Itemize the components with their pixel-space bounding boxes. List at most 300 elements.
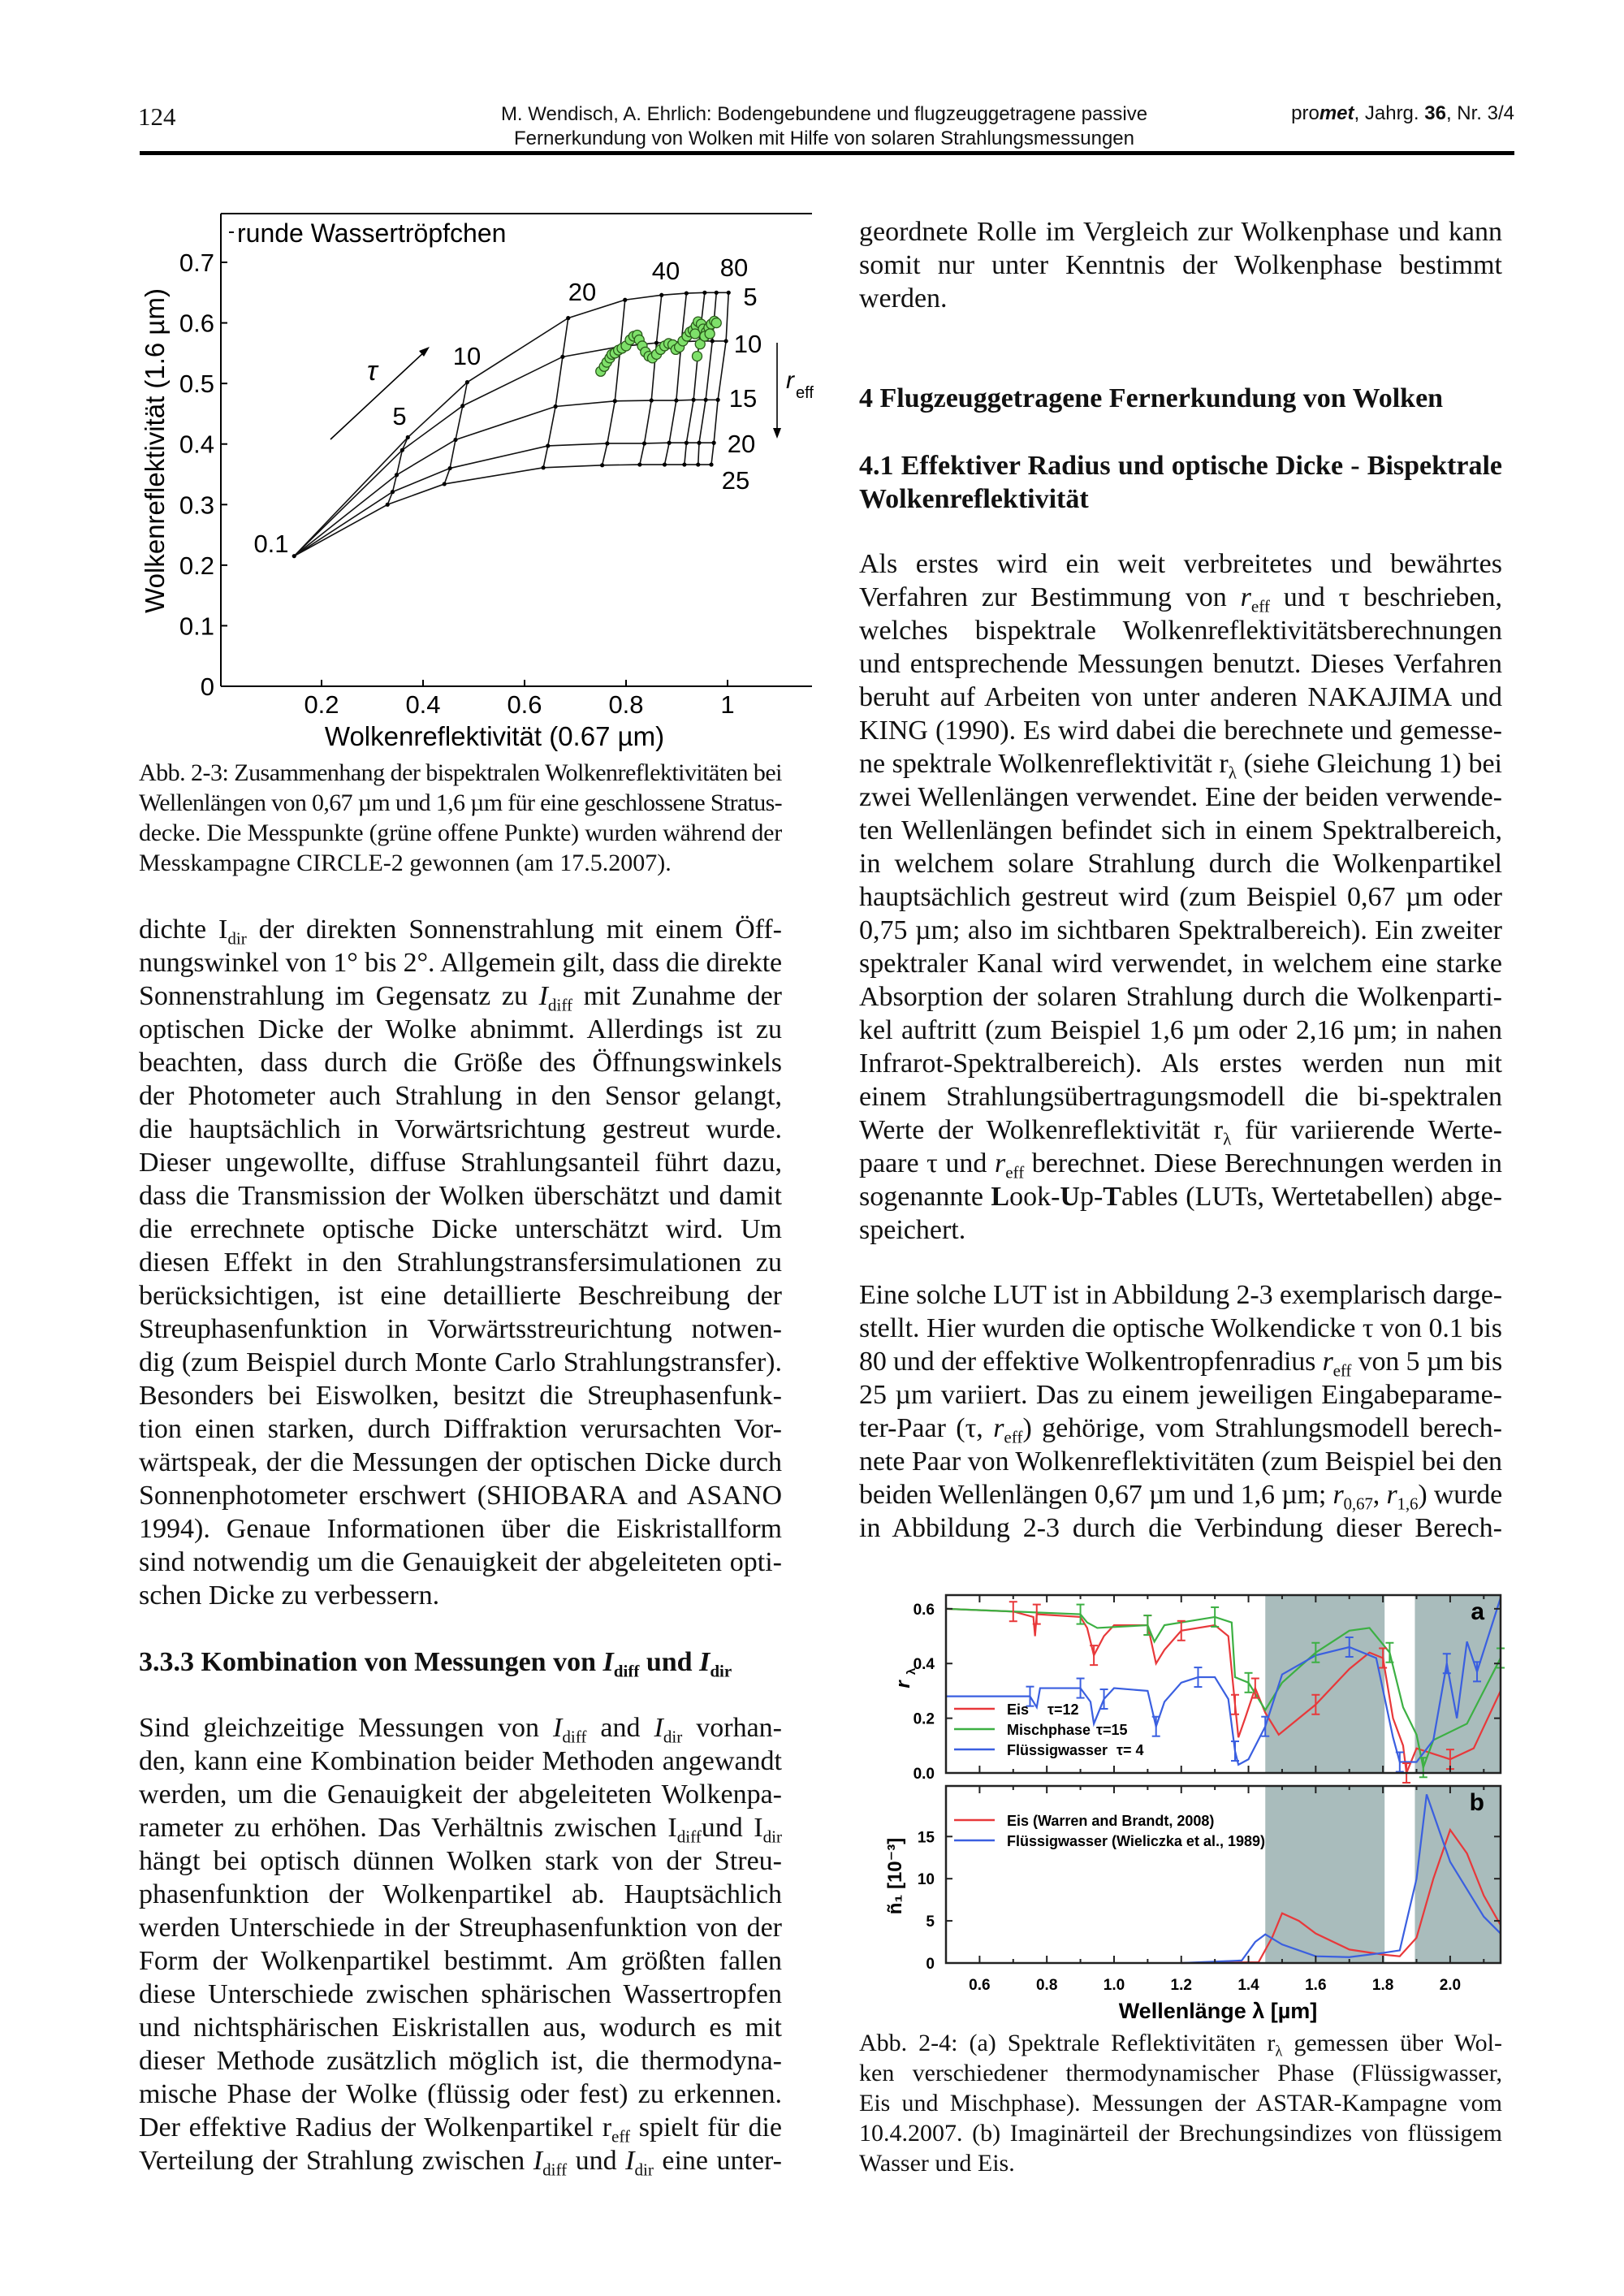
lut-node xyxy=(674,398,678,402)
text-run: ) wurde xyxy=(1418,1480,1503,1510)
text-run: Besonders bei Eiswolken, besitzt die Streuphasenfunk- xyxy=(139,1381,782,1411)
y-axis-label-b: ñ₁ [10⁻³] xyxy=(884,1837,906,1915)
text-line-content xyxy=(139,1148,782,1178)
lut-node xyxy=(465,380,469,384)
text-line xyxy=(859,647,1502,681)
subscript: eff xyxy=(611,2126,631,2147)
lut-node xyxy=(605,441,609,445)
text-run: für variierende Werte- xyxy=(1231,1115,1502,1145)
text-line xyxy=(139,1146,782,1179)
text-line xyxy=(139,1446,782,1479)
text-line xyxy=(139,2044,782,2078)
tau-symbol: τ xyxy=(367,356,378,387)
lut-node xyxy=(692,398,696,402)
text-line xyxy=(859,1445,1502,1478)
text-run: Dieser ungewollte, diffuse Strahlungsanteil führt dazu, xyxy=(139,1148,782,1178)
text-line-content xyxy=(859,1215,965,1245)
text-run: und entsprechende Messungen benutzt. Dieses Verfahren xyxy=(859,649,1502,679)
x-tick-label: 0.8 xyxy=(608,690,644,719)
lut-node xyxy=(613,399,617,403)
text-line-content xyxy=(139,1414,782,1444)
text-run: Sonnenphotometer erschwert (SHIOBARA and ASANO xyxy=(139,1481,782,1511)
text-line-content xyxy=(139,789,782,816)
text-line-content xyxy=(859,1413,1503,1447)
y-tick-label: 0.5 xyxy=(179,370,214,399)
text-run: hauptsächlich gestreut wird (zum Beispiel 0,67 µm oder xyxy=(859,882,1502,912)
subscript: λ xyxy=(1223,1129,1232,1149)
text-line xyxy=(139,2144,783,2180)
x-tick-label: 1.2 xyxy=(1170,1977,1192,1994)
text-run: werden Unterschiede in der Streuphasenfunktion von der xyxy=(139,1913,782,1943)
text-run: einem Strahlungsübertragungsmodell die bi-spektralen xyxy=(859,1082,1502,1112)
lut-node xyxy=(724,339,728,343)
text-line-content xyxy=(139,2079,782,2109)
section-heading-4 xyxy=(859,382,1502,415)
italic-symbol: r xyxy=(1240,582,1251,612)
text-line xyxy=(139,913,782,949)
text-run: schen Dicke zu verbessern. xyxy=(139,1580,440,1611)
text-run: KING (1990). Es wird dabei die berechnete und gemesse- xyxy=(859,716,1502,746)
text-line xyxy=(139,848,782,878)
text-run: Eine solche LUT ist in Abbildung 2-3 exemplarisch darge- xyxy=(859,1280,1502,1310)
text-line-content xyxy=(139,1281,782,1311)
text-run: Sonnenstrahlung im Gegensatz zu xyxy=(139,981,539,1011)
subscript: diff xyxy=(542,2160,568,2180)
text-line-content xyxy=(859,1347,1503,1381)
text-line xyxy=(139,1013,782,1046)
page-number: 124 xyxy=(138,102,176,131)
text-line-content xyxy=(859,815,1502,845)
lut-node xyxy=(546,443,550,448)
text-line-content xyxy=(859,283,948,313)
text-run: Verfahren zur Bestimmung von xyxy=(859,582,1241,612)
text-run: in Abbildung 2-3 durch die Verbindung dieser Berech- xyxy=(859,1513,1502,1543)
text-line xyxy=(859,215,1502,249)
lut-node xyxy=(727,291,731,295)
text-line xyxy=(139,1246,782,1279)
subscript: 0,67 xyxy=(1343,1494,1373,1514)
subscript: dir xyxy=(710,1661,732,1681)
text-line xyxy=(139,1312,782,1346)
text-line xyxy=(859,2058,1502,2088)
x-tick-label: 0.6 xyxy=(507,690,542,719)
y-tick-label: 0.6 xyxy=(913,1601,935,1619)
tau-label: 10 xyxy=(452,342,482,370)
text-line xyxy=(859,1113,1502,1147)
text-line xyxy=(139,1179,782,1213)
text-run: werden, um die Genauigkeit der abgeleiteten Wolkenpa- xyxy=(139,1779,782,1810)
text-run: ook- xyxy=(1009,1182,1060,1212)
x-tick-label: 1.0 xyxy=(1103,1977,1125,1994)
reff-isoline xyxy=(294,465,711,556)
x-tick-label: 1.4 xyxy=(1237,1977,1259,1994)
text-line-content xyxy=(139,850,672,876)
text-run: ken verschiedener thermodynamischer Phase (Flüssigwasser, xyxy=(859,2060,1502,2086)
text-line xyxy=(859,1378,1502,1412)
x-tick-label: 1.8 xyxy=(1371,1977,1394,1994)
y-tick-label: 0.3 xyxy=(179,491,214,520)
measurement-point xyxy=(693,352,702,361)
text-line xyxy=(859,1511,1502,1545)
italic-symbol: I xyxy=(603,1647,614,1677)
subscript: diff xyxy=(676,1827,702,1847)
body-paragraph xyxy=(859,215,1502,315)
figure-2-4-spectral-chart xyxy=(0,1567,1624,2030)
text-run: berücksichtigen, ist eine detaillierte Beschreibung der xyxy=(139,1281,782,1311)
text-line-content xyxy=(859,782,1502,812)
text-run: and xyxy=(586,1713,654,1743)
lut-node xyxy=(406,435,410,439)
text-line-content xyxy=(859,1049,1502,1079)
text-line xyxy=(859,1047,1502,1080)
text-line-content xyxy=(859,849,1502,879)
text-run: diese Unterschiede zwischen sphärischen Wassertropfen xyxy=(139,1979,782,2009)
lut-node xyxy=(560,355,564,359)
text-run: und nichtsphärischen Eiskristallen aus, wodurch es mit xyxy=(139,2013,782,2043)
text-run: Eis und Mischphase). Messungen der ASTAR-Kampagne vom xyxy=(859,2090,1502,2117)
subscript: diff xyxy=(562,1727,587,1747)
text-line xyxy=(139,1046,782,1079)
text-line xyxy=(859,847,1502,880)
y-tick-label: 0 xyxy=(200,672,214,701)
shaded-band xyxy=(1265,1595,1384,1773)
text-run: beachten, dass durch die Größe des Öffnungswinkels xyxy=(139,1048,782,1078)
legend-label: Eis xyxy=(1007,1701,1030,1718)
panel-label: a xyxy=(1471,1598,1484,1625)
y-axis-label: Wolkenreflektivität (1.6 µm) xyxy=(140,288,170,613)
text-line xyxy=(859,482,1502,516)
subscript: diff xyxy=(613,1661,640,1681)
text-line-content xyxy=(139,1114,782,1144)
reff-label: 25 xyxy=(721,466,750,495)
text-line xyxy=(139,1412,782,1446)
text-line-content xyxy=(859,2030,1502,2060)
lut-node xyxy=(704,398,708,402)
text-line-content xyxy=(139,2146,783,2180)
text-line-content xyxy=(139,1381,782,1411)
text-line-content xyxy=(859,2060,1502,2086)
subscript: eff xyxy=(1004,1427,1023,1447)
text-run: der Photometer auch Strahlung in den Sensor gelangt, xyxy=(139,1081,782,1111)
lut-node xyxy=(443,482,447,486)
text-line xyxy=(859,1278,1502,1312)
text-line-content xyxy=(139,915,782,949)
text-line xyxy=(139,1279,782,1312)
text-line-content xyxy=(859,549,1502,579)
subscript: dir xyxy=(762,1827,783,1847)
lut-node xyxy=(697,441,701,445)
text-run: spielt für die xyxy=(630,2112,782,2143)
lut-node xyxy=(460,404,464,408)
text-line-content xyxy=(139,2112,782,2147)
text-line-content xyxy=(139,1181,782,1211)
text-line xyxy=(859,2118,1502,2148)
subscript: eff xyxy=(1332,1360,1352,1381)
lut-node xyxy=(663,462,667,466)
text-line xyxy=(139,946,782,979)
text-run: berechnet. Diese Berechnungen werden in xyxy=(1024,1148,1502,1178)
text-line-content xyxy=(859,749,1502,783)
tau-label: 20 xyxy=(568,278,597,306)
tau-label: 5 xyxy=(392,402,407,430)
text-run: Verteilung der Strahlung zwischen xyxy=(139,2146,533,2176)
text-run: spektraler Kanal wird verwendet, in welchem eine starke xyxy=(859,949,1502,979)
reff-isoline xyxy=(294,341,726,556)
y-tick-label: 0.4 xyxy=(179,430,214,459)
text-line xyxy=(859,382,1502,415)
text-line-content xyxy=(859,2150,1015,2177)
measurement-point xyxy=(711,318,721,328)
text-line-content xyxy=(139,1514,782,1544)
text-line xyxy=(139,1213,782,1246)
italic-symbol: r xyxy=(993,1413,1004,1443)
lut-node xyxy=(623,298,627,302)
lut-node xyxy=(391,490,395,494)
text-line-content xyxy=(139,1314,782,1344)
y-axis-label-a-subscript: λ xyxy=(905,1667,918,1676)
lut-node xyxy=(712,441,716,445)
measurement-point xyxy=(690,329,700,339)
legend-label: Flüssigwasser xyxy=(1007,1742,1108,1758)
text-run: stellt. Hier wurden die optische Wolkendicke τ von 0.1 bis xyxy=(859,1313,1502,1343)
text-run: wärtspeak, der die Messungen der optischen Dicke durch xyxy=(139,1447,782,1477)
text-run: kel auftritt (zum Beispiel 1,6 µm oder 2,16 µm; in nahen xyxy=(859,1015,1502,1045)
lut-node xyxy=(682,462,686,466)
y-tick-label: 0.7 xyxy=(179,249,214,278)
lut-node xyxy=(642,441,646,445)
text-line xyxy=(139,2111,782,2147)
journal-name-met: met xyxy=(1319,102,1354,124)
text-run: gemessen über Wol- xyxy=(1282,2030,1502,2056)
lut-node xyxy=(600,463,604,467)
text-run: tion einen starken, durch Diffraktion verursachten Vor- xyxy=(139,1414,782,1444)
lut-node xyxy=(702,291,706,295)
text-line-content xyxy=(139,1247,782,1278)
italic-symbol: r xyxy=(994,1148,1006,1178)
lut-node xyxy=(667,441,672,445)
text-line xyxy=(139,758,782,788)
text-line-content xyxy=(859,383,1443,413)
text-run: Wellenlängen von 0,67 µm und 1,6 µm für eine geschlossene Stratus- xyxy=(139,789,782,816)
text-line xyxy=(859,1213,1502,1247)
subscript: eff xyxy=(1250,596,1270,616)
reff-label: 20 xyxy=(727,430,756,458)
section-heading-4-1 xyxy=(859,449,1502,516)
text-run: optischen Dicke der Wolke abnimmt. Allerdings ist zu xyxy=(139,1014,782,1044)
text-line xyxy=(859,880,1502,914)
text-line-content xyxy=(859,949,1502,979)
lut-node xyxy=(566,316,570,320)
text-run: speichert. xyxy=(859,1215,966,1245)
text-run: p- xyxy=(1079,1182,1104,1212)
reff-arrowhead xyxy=(773,428,781,439)
text-run: und I xyxy=(701,1813,763,1843)
subscript: dir xyxy=(634,2160,654,2180)
journal-name-pro: pro xyxy=(1291,102,1320,124)
text-run: beiden Wellenlängen 0,67 µm und 1,6 µm; xyxy=(859,1480,1333,1510)
text-run: beruht auf Arbeiten von unter anderen NAKAJIMA und xyxy=(859,682,1502,712)
tau-isoline xyxy=(603,300,625,465)
text-line xyxy=(859,947,1502,980)
reff-isoline xyxy=(294,443,714,556)
subscript: λ xyxy=(1275,2043,1283,2060)
panel-label: b xyxy=(1469,1789,1484,1816)
text-run: 4.1 Effektiver Radius und optische Dicke - Bispektrale xyxy=(859,451,1502,481)
text-run: zwei Wellenlängen verwendet. Eine der beiden verwende- xyxy=(859,782,1502,812)
text-line-content xyxy=(859,1380,1502,1410)
subscript: dir xyxy=(227,928,247,949)
text-line xyxy=(859,1312,1502,1345)
text-run: von 5 µm bis xyxy=(1351,1347,1503,1377)
text-run: ables (LUTs, Wertetabellen) abge- xyxy=(1121,1182,1502,1212)
x-tick-label: 0.6 xyxy=(969,1977,991,1994)
text-line-content xyxy=(859,1015,1502,1045)
text-line xyxy=(859,1080,1502,1113)
subscript: 1,6 xyxy=(1397,1494,1419,1514)
text-run: 3.3.3 Kombination von Messungen von xyxy=(139,1647,603,1677)
chart-title: runde Wassertröpfchen xyxy=(237,218,507,248)
y-axis-label-a: r xyxy=(892,1680,914,1688)
y-tick-label: 0.2 xyxy=(913,1710,935,1728)
journal-issue: , Nr. 3/4 xyxy=(1445,102,1514,124)
italic-symbol: I xyxy=(552,1713,563,1743)
lut-node xyxy=(542,465,546,469)
italic-symbol: I xyxy=(654,1713,663,1743)
text-line xyxy=(859,581,1502,614)
text-line xyxy=(139,1346,782,1379)
text-run: 25 µm variiert. Das zu einem jeweiligen Eingabeparame- xyxy=(859,1380,1502,1410)
text-run: und xyxy=(567,2146,626,2176)
text-run: hängt bei optisch dünnen Wolken stark von der Streu- xyxy=(139,1846,782,1876)
text-line xyxy=(139,2078,782,2111)
text-line-content xyxy=(859,616,1502,646)
text-run: Abb. 2-4: (a) Spektrale Reflektivitäten r xyxy=(859,2030,1276,2056)
legend-label: Eis (Warren and Brandt, 2008) xyxy=(1007,1813,1215,1829)
text-run: Absorption der solaren Strahlung durch die Wolkenparti- xyxy=(859,982,1502,1012)
x-axis-label: Wellenlänge λ [µm] xyxy=(1118,1999,1318,2023)
text-line-content xyxy=(139,1048,782,1078)
tau-label: 0.1 xyxy=(253,530,289,558)
running-title-line: Fernerkundung von Wolken mit Hilfe von solaren Strahlungsmessungen xyxy=(514,128,1134,149)
text-line-content xyxy=(859,2120,1502,2147)
lut-node xyxy=(637,462,641,466)
text-line xyxy=(859,747,1502,783)
text-line xyxy=(859,282,1502,315)
text-run: geordnete Rolle im Vergleich zur Wolkenphase und kann xyxy=(859,217,1502,247)
text-line xyxy=(139,1113,782,1146)
x-tick-label: 2.0 xyxy=(1439,1977,1462,1994)
text-run: diesen Effekt in den Strahlungstransfersimulationen zu xyxy=(139,1247,782,1278)
lut-node xyxy=(709,462,713,466)
text-line xyxy=(859,249,1502,282)
text-line xyxy=(139,1479,782,1512)
text-line-content xyxy=(139,759,782,786)
lut-node xyxy=(650,398,654,402)
legend-tau: τ= 4 xyxy=(1116,1742,1144,1758)
text-run: Wasser und Eis. xyxy=(859,2150,1015,2177)
text-line xyxy=(859,1147,1502,1183)
x-tick-label: 1.6 xyxy=(1305,1977,1327,1994)
text-line-content xyxy=(139,1081,782,1111)
x-tick-label: 0.2 xyxy=(304,690,339,719)
text-line xyxy=(859,1412,1502,1445)
text-line-content xyxy=(859,1115,1502,1149)
italic-symbol: r xyxy=(1322,1347,1333,1377)
text-run: dass die Transmission der Wolken überschätzt und damit xyxy=(139,1181,782,1211)
subscript: dir xyxy=(663,1727,683,1747)
text-line xyxy=(859,2148,1502,2178)
text-line-content xyxy=(139,1481,782,1511)
italic-symbol: r xyxy=(1332,1480,1344,1510)
text-line-content xyxy=(859,1313,1502,1343)
body-paragraph xyxy=(139,913,782,1612)
text-line-content xyxy=(859,682,1502,712)
text-line-content xyxy=(859,1480,1503,1514)
italic-symbol: I xyxy=(538,981,548,1011)
text-run: , xyxy=(1372,1480,1387,1510)
text-run: 4 Flugzeuggetragene Fernerkundung von Wolken xyxy=(859,383,1444,413)
text-line-content xyxy=(859,1182,1502,1212)
text-run: paare τ und xyxy=(859,1148,995,1178)
text-run: 10.4.2007. (b) Imaginärteil der Brechungsindizes von flüssigem xyxy=(859,2120,1502,2147)
text-run: ter-Paar (τ, xyxy=(859,1413,994,1443)
lut-node xyxy=(395,473,399,477)
text-run: der direkten Sonnenstrahlung mit einem Öff- xyxy=(246,915,782,945)
text-line-content xyxy=(139,819,782,846)
y-tick-label: 0.1 xyxy=(179,612,214,641)
x-tick-label: 0.8 xyxy=(1035,1977,1058,1994)
reff-label: 5 xyxy=(743,283,758,311)
italic-symbol: r xyxy=(1386,1480,1397,1510)
text-line xyxy=(859,614,1502,647)
text-run: eine unter- xyxy=(653,2146,783,2176)
y-tick-label: 0.0 xyxy=(913,1766,935,1783)
bold-letter: U xyxy=(1060,1182,1080,1212)
lut-node xyxy=(400,448,404,452)
text-line xyxy=(859,1478,1503,1514)
text-run: 0,75 µm; also im sichtbaren Spektralbereich). Ein zweiter xyxy=(859,915,1502,945)
lut-node xyxy=(715,291,719,295)
lut-node xyxy=(453,438,457,442)
tau-isoline xyxy=(640,295,662,465)
text-run: Sind gleichzeitige Messungen von xyxy=(139,1713,553,1743)
lut-node xyxy=(685,291,689,295)
text-run: dieser Methode zusätzlich möglich ist, die thermodyna- xyxy=(139,2046,782,2076)
text-line xyxy=(139,1079,782,1113)
text-run: phasenfunktion der Wolkenpartikel ab. Hauptsächlich xyxy=(139,1879,782,1909)
tau-arrow xyxy=(330,351,425,439)
legend-tau: τ=15 xyxy=(1096,1722,1128,1738)
text-line-content xyxy=(859,915,1502,945)
text-line-content xyxy=(859,716,1502,746)
subscript: λ xyxy=(1228,763,1237,783)
bold-letter: T xyxy=(1103,1182,1121,1212)
text-run: Wolkenreflektivität xyxy=(859,484,1089,514)
body-paragraph xyxy=(859,547,1502,1247)
lut-node xyxy=(685,441,689,445)
text-line xyxy=(139,979,782,1013)
text-line-content xyxy=(139,1447,782,1477)
text-run: welches bispektrale Wolkenreflektivitätsberechnungen xyxy=(859,616,1502,646)
text-run: nete Paar von Wolkenreflektivitäten (zum Beispiel bei den xyxy=(859,1446,1502,1477)
y-tick-label: 5 xyxy=(926,1913,935,1931)
text-run: Werte der Wolkenreflektivität r xyxy=(859,1115,1224,1145)
text-run: Abb. 2-3: Zusammenhang der bispektralen Wolkenreflektivitäten bei xyxy=(139,759,782,786)
journal-year: 36 xyxy=(1424,102,1446,124)
text-line xyxy=(859,547,1502,581)
text-line-content xyxy=(139,1014,782,1044)
text-line xyxy=(859,2088,1502,2118)
